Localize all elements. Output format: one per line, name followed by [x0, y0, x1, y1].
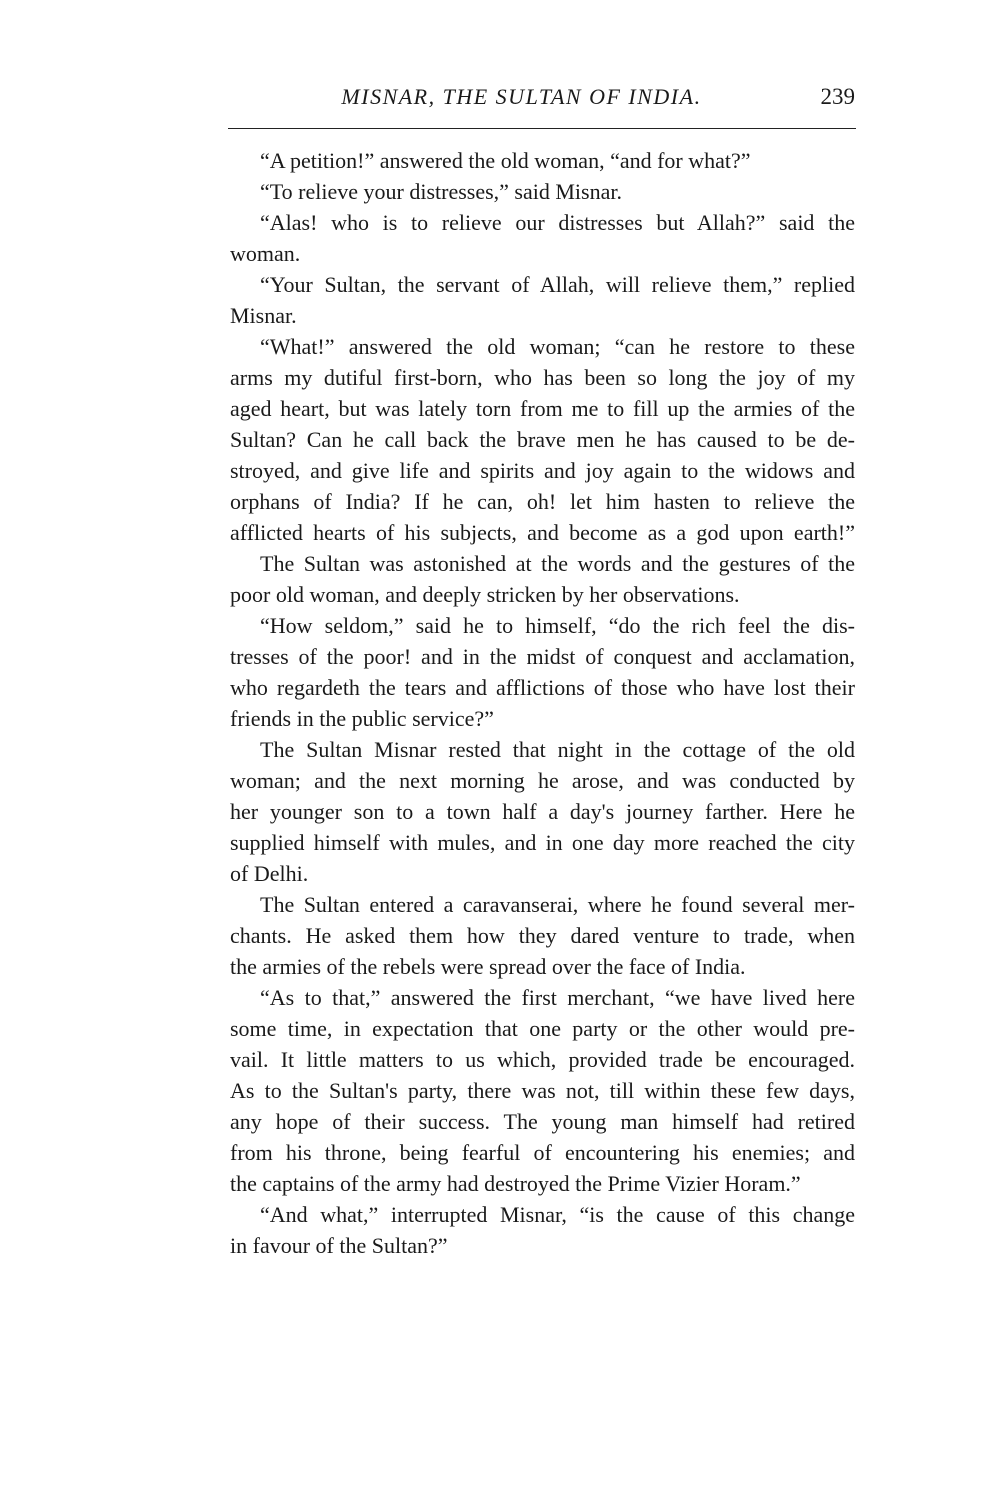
running-title: MISNAR, THE SULTAN OF INDIA.: [341, 84, 702, 109]
text-line: “Alas! who is to relieve our distresses but Allah?” said the: [260, 210, 855, 235]
page-header: [228, 84, 855, 116]
text-line: The Sultan entered a caravanserai, where he found several mer-: [260, 892, 855, 917]
text-line: stroyed, and give life and spirits and joy again to the widows and: [230, 458, 855, 483]
text-line: any hope of their success. The young man himself had retired: [230, 1109, 855, 1134]
paragraph: [230, 1199, 855, 1261]
text-line: tresses of the poor! and in the midst of conquest and acclamation,: [230, 644, 855, 669]
paragraph: [230, 269, 855, 331]
paragraph: [230, 610, 855, 734]
text-line: The Sultan was astonished at the words and the gestures of the: [260, 551, 855, 576]
text-line: “Your Sultan, the servant of Allah, will relieve them,” replied: [260, 272, 855, 297]
text-line: As to the Sultan's party, there was not, till within these few days,: [230, 1078, 855, 1103]
text-line: “What!” answered the old woman; “can he restore to these: [260, 334, 855, 359]
text-line: poor old woman, and deeply stricken by her observations.: [230, 582, 740, 607]
text-line: vail. It little matters to us which, provided trade be encouraged.: [230, 1047, 855, 1072]
paragraph: [230, 176, 855, 207]
text-line: in favour of the Sultan?”: [230, 1233, 448, 1258]
text-line: some time, in expectation that one party or the other would pre-: [230, 1016, 855, 1041]
text-line: “As to that,” answered the first merchant, “we have lived here: [260, 985, 855, 1010]
text-line: The Sultan Misnar rested that night in the cottage of the old: [260, 737, 855, 762]
paragraph: [230, 889, 855, 982]
text-line: arms my dutiful first-born, who has been so long the joy of my: [230, 365, 855, 390]
text-line: her younger son to a town half a day's journey farther. Here he: [230, 799, 855, 824]
page-number: 239: [820, 84, 855, 109]
text-line: Sultan? Can he call back the brave men he has caused to be de-: [230, 427, 855, 452]
text-line: “How seldom,” said he to himself, “do the rich feel the dis-: [260, 613, 855, 638]
text-line: woman.: [230, 241, 301, 266]
text-line: the armies of the rebels were spread over the face of India.: [230, 954, 746, 979]
text-line: chants. He asked them how they dared venture to trade, when: [230, 923, 855, 948]
text-line: the captains of the army had destroyed the Prime Vizier Horam.”: [230, 1171, 801, 1196]
body-text: [230, 145, 855, 1261]
text-line: afflicted hearts of his subjects, and become as a god upon earth!”: [230, 520, 855, 545]
paragraph: [230, 331, 855, 548]
text-line: who regardeth the tears and afflictions of those who have lost their: [230, 675, 855, 700]
paragraph: [230, 207, 855, 269]
text-line: Misnar.: [230, 303, 297, 328]
text-line: orphans of India? If he can, oh! let him hasten to relieve the: [230, 489, 855, 514]
text-line: “And what,” interrupted Misnar, “is the cause of this change: [260, 1202, 855, 1227]
text-line: “To relieve your distresses,” said Misnar.: [260, 179, 622, 204]
paragraph: [230, 548, 855, 610]
text-line: of Delhi.: [230, 861, 309, 886]
text-line: woman; and the next morning he arose, and was conducted by: [230, 768, 855, 793]
paragraph: [230, 982, 855, 1199]
paragraph: [230, 145, 855, 176]
paragraph: [230, 734, 855, 889]
text-line: supplied himself with mules, and in one day more reached the city: [230, 830, 855, 855]
text-line: aged heart, but was lately torn from me to fill up the armies of the: [230, 396, 855, 421]
text-line: “A petition!” answered the old woman, “and for what?”: [260, 148, 751, 173]
text-line: friends in the public service?”: [230, 706, 494, 731]
text-line: from his throne, being fearful of encountering his enemies; and: [230, 1140, 855, 1165]
header-rule: [228, 128, 856, 129]
